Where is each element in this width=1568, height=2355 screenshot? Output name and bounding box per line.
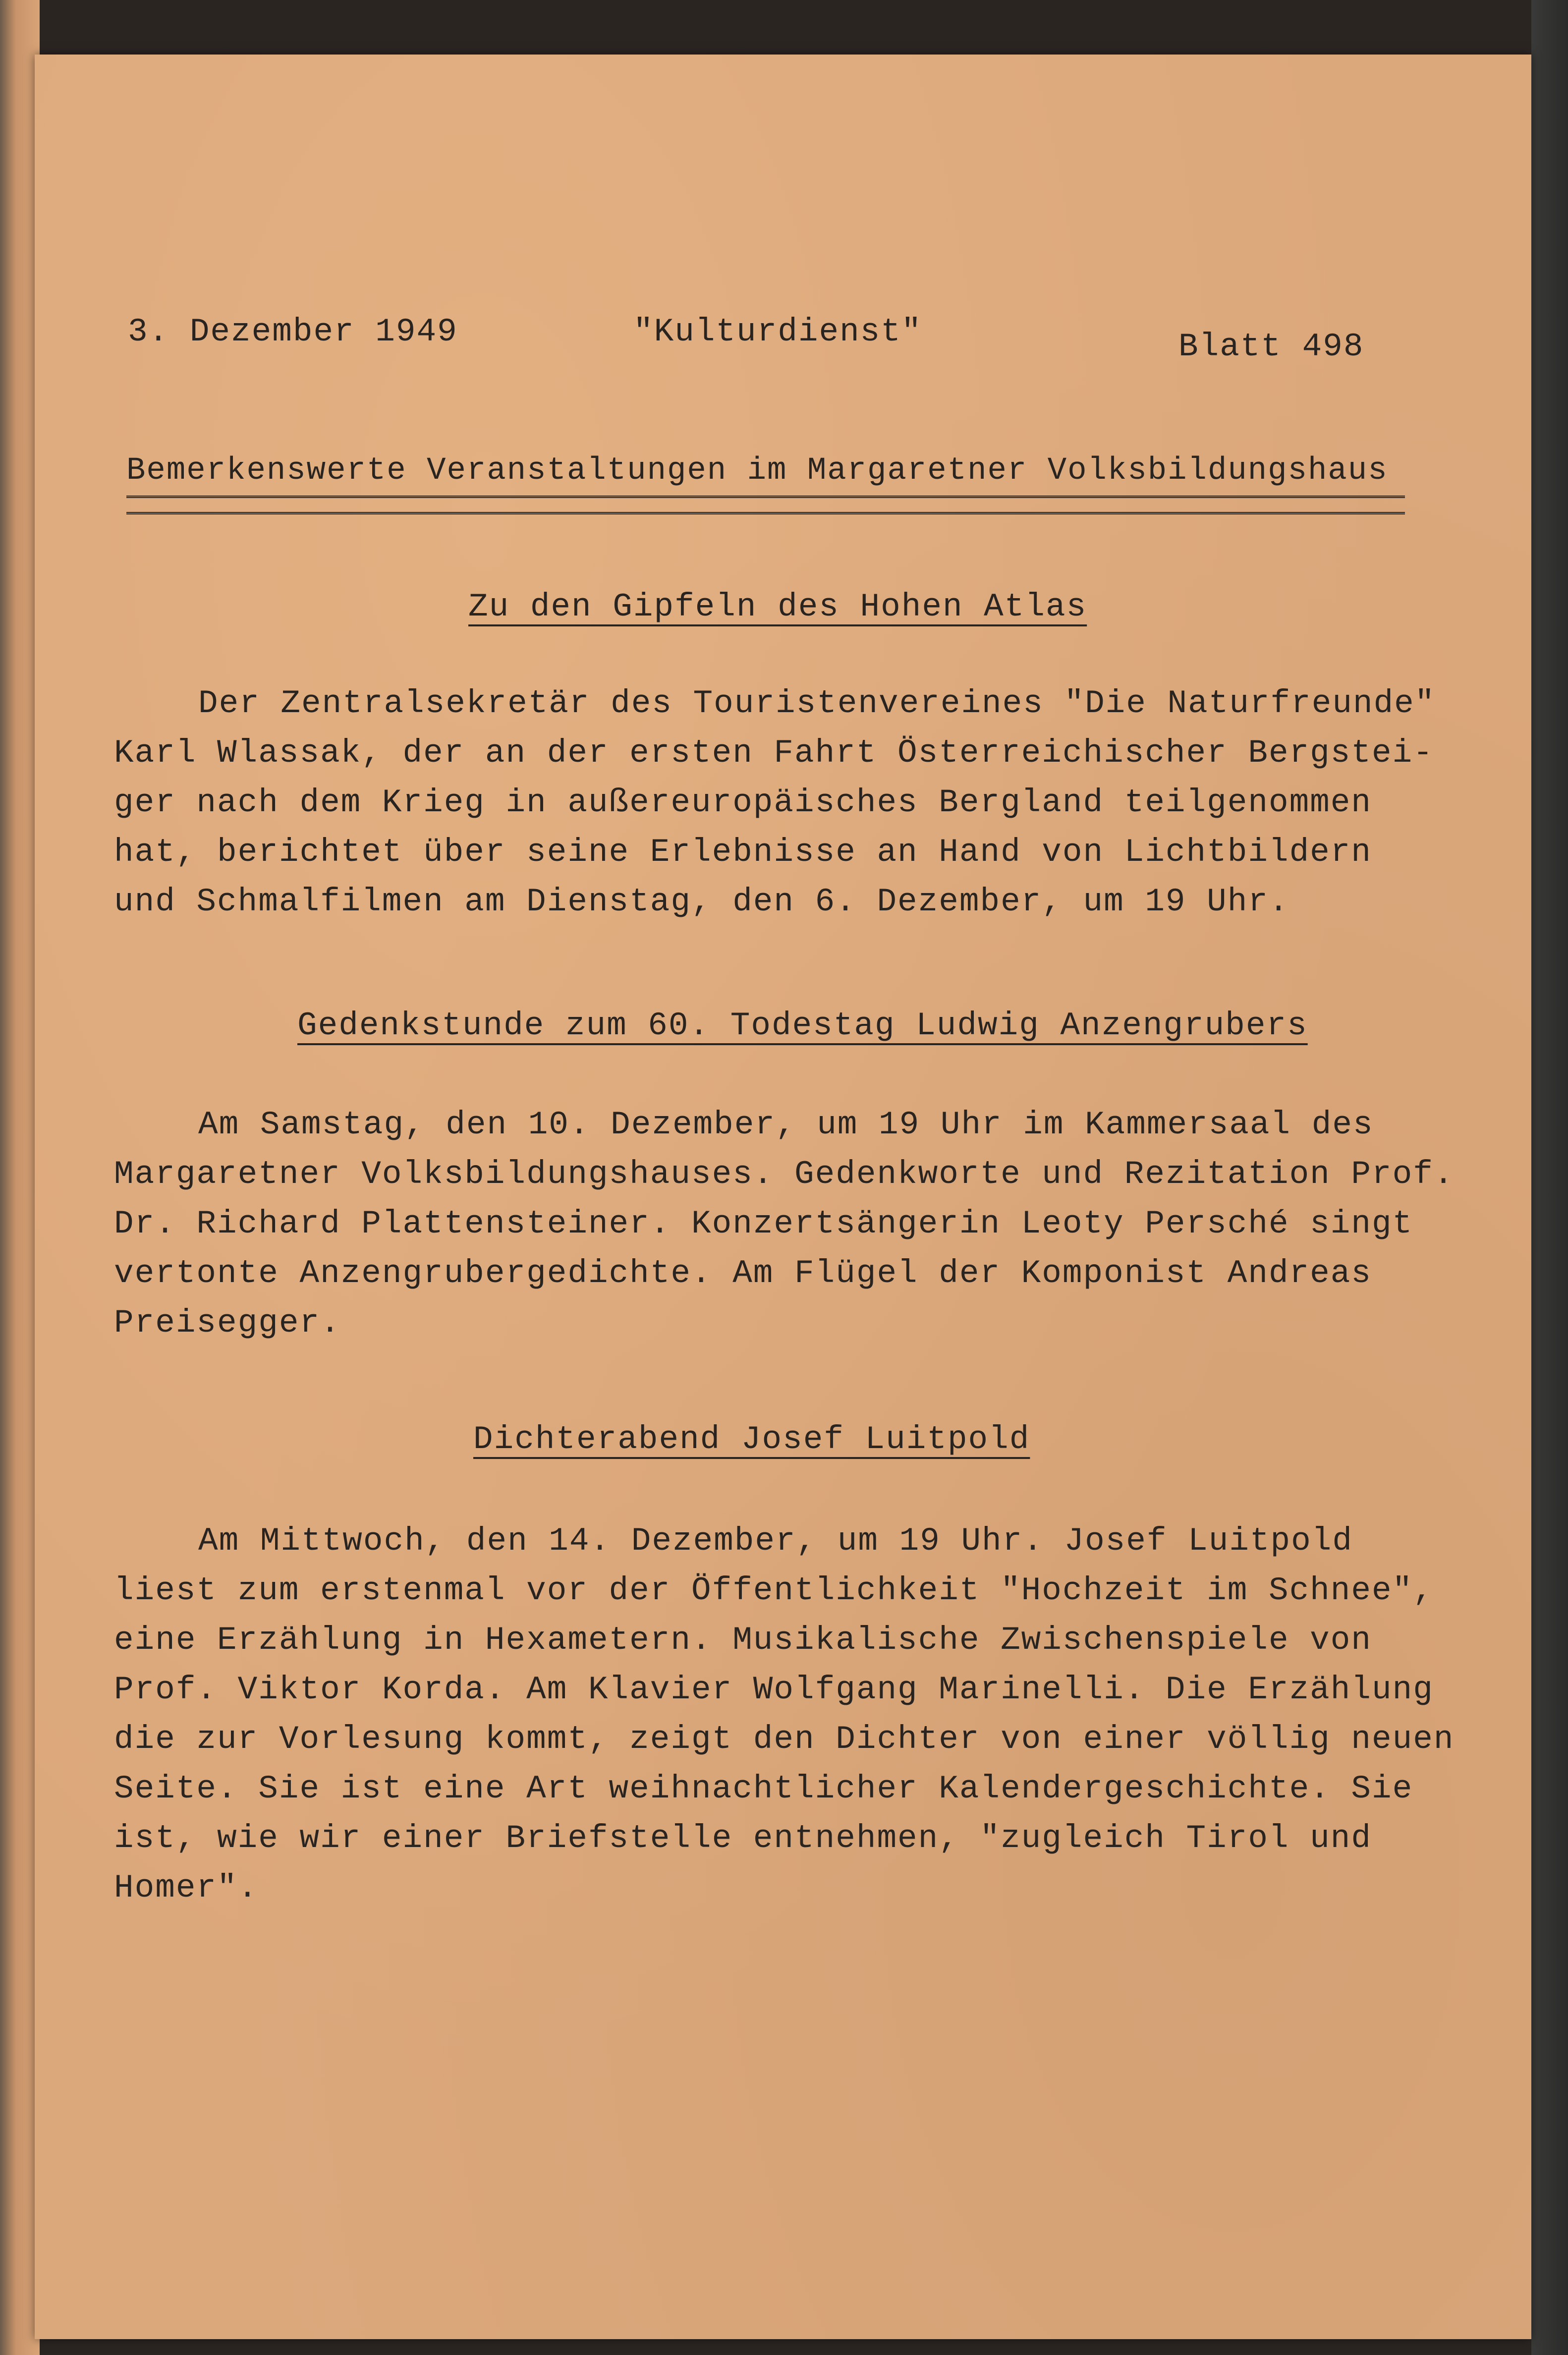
body-line: Margaretner Volksbildungshauses. Gedenkworte und Rezitation Prof. bbox=[114, 1156, 1455, 1193]
title-double-rule bbox=[126, 496, 1405, 514]
body-line: hat, berichtet über seine Erlebnisse an Hand von Lichtbildern bbox=[114, 834, 1372, 871]
body-line: liest zum erstenmal vor der Öffentlichkeit "Hochzeit im Schnee", bbox=[114, 1572, 1434, 1609]
section-body-atlas bbox=[114, 679, 1436, 927]
body-line: vertonte Anzengrubergedichte. Am Flügel der Komponist Andreas bbox=[114, 1255, 1372, 1292]
header-series: "Kulturdienst" bbox=[633, 313, 922, 350]
section-body-anzengruber bbox=[114, 1100, 1455, 1348]
section-title-luitpold: Dichterabend Josef Luitpold bbox=[473, 1421, 1030, 1458]
body-line: die zur Vorlesung kommt, zeigt den Dichter von einer völlig neuen bbox=[114, 1721, 1455, 1758]
body-line: Seite. Sie ist eine Art weihnachtlicher Kalendergeschichte. Sie bbox=[114, 1770, 1413, 1807]
body-line: und Schmalfilmen am Dienstag, den 6. Dezember, um 19 Uhr. bbox=[114, 883, 1289, 920]
body-line: Am Mittwoch, den 14. Dezember, um 19 Uhr. Josef Luitpold bbox=[198, 1522, 1353, 1560]
header-date: 3. Dezember 1949 bbox=[128, 313, 458, 350]
body-line: Homer". bbox=[114, 1869, 259, 1906]
page-edge bbox=[1531, 0, 1568, 2355]
document-title: Bemerkenswerte Veranstaltungen im Margaretner Volksbildungshaus bbox=[126, 453, 1388, 489]
body-line: Preisegger. bbox=[114, 1304, 341, 1342]
body-line: ger nach dem Krieg in außereuropäisches Bergland teilgenommen bbox=[114, 784, 1372, 821]
body-line: Karl Wlassak, der an der ersten Fahrt Österreichischer Bergstei- bbox=[114, 734, 1434, 772]
body-line: Der Zentralsekretär des Touristenvereines "Die Naturfreunde" bbox=[198, 685, 1436, 722]
header-page-number: Blatt 498 bbox=[1178, 328, 1364, 365]
book-spine bbox=[0, 0, 40, 2355]
body-line: Dr. Richard Plattensteiner. Konzertsängerin Leoty Persché singt bbox=[114, 1205, 1413, 1242]
body-line: ist, wie wir einer Briefstelle entnehmen, "zugleich Tirol und bbox=[114, 1820, 1372, 1857]
body-line: eine Erzählung in Hexametern. Musikalische Zwischenspiele von bbox=[114, 1622, 1372, 1659]
body-line: Prof. Viktor Korda. Am Klavier Wolfgang Marinelli. Die Erzählung bbox=[114, 1671, 1434, 1708]
section-title-anzengruber: Gedenkstunde zum 60. Todestag Ludwig Anzengrubers bbox=[297, 1007, 1308, 1044]
page-header bbox=[128, 307, 1367, 365]
body-line: Am Samstag, den 10. Dezember, um 19 Uhr im Kammersaal des bbox=[198, 1106, 1374, 1143]
section-body-luitpold bbox=[114, 1516, 1455, 1913]
section-title-atlas: Zu den Gipfeln des Hohen Atlas bbox=[468, 588, 1087, 625]
